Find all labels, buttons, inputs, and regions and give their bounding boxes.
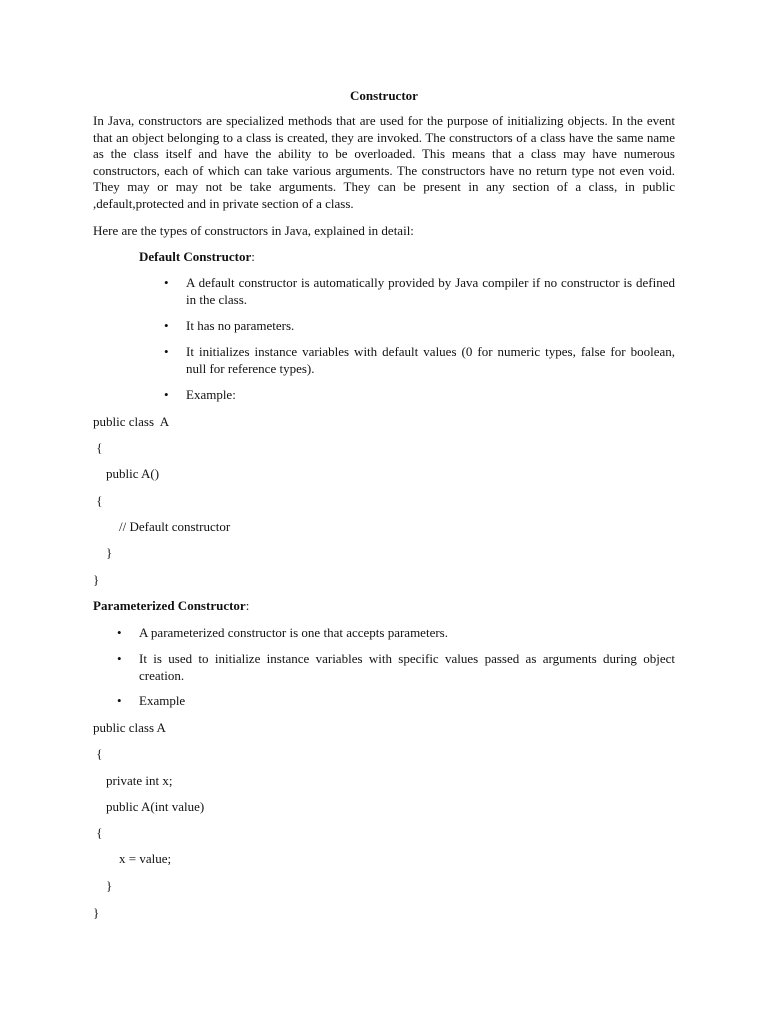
parameterized-code-line-3: private int x; [93, 773, 173, 788]
default-code-line-4: { [93, 493, 103, 508]
default-bullet-2-text: It has no parameters. [186, 318, 295, 333]
default-constructor-heading-text: Default Constructor [139, 249, 252, 264]
default-constructor-heading [139, 249, 255, 266]
default-code-line-7: } [93, 572, 100, 587]
parameterized-code-line-5: { [93, 825, 103, 840]
parameterized-code-line-4: public A(int value) [93, 799, 205, 814]
default-bullet-4 [164, 387, 675, 404]
parameterized-code-line-6: x = value; [93, 851, 172, 866]
bullet-dot: • [164, 344, 169, 359]
default-bullet-2 [164, 318, 675, 335]
default-bullet-1 [164, 275, 675, 308]
default-code-line-2: { [93, 440, 103, 455]
parameterized-bullet-2-text: It is used to initialize instance variables with specific values passed as arguments during object creation. [139, 651, 675, 683]
default-constructor-heading-colon: : [251, 249, 255, 264]
parameterized-constructor-heading-colon: : [245, 598, 250, 613]
default-code-line-1: public class A [93, 414, 170, 429]
parameterized-code-line-7: } [93, 878, 113, 893]
default-bullet-1-text: A default constructor is automatically provided by Java compiler if no constructor is defined in the class. [186, 275, 675, 307]
parameterized-bullet-3 [117, 693, 675, 710]
default-bullet-3 [164, 344, 675, 377]
parameterized-bullet-1 [117, 625, 675, 642]
parameterized-bullet-1-text: A parameterized constructor is one that accepts parameters. [139, 625, 448, 640]
default-code-line-5: // Default constructor [93, 519, 231, 534]
default-code-line-3: public A() [93, 466, 160, 481]
bullet-dot: • [164, 318, 169, 333]
parameterized-code-line-1: public class A [93, 720, 166, 735]
parameterized-bullet-3-text: Example [139, 693, 186, 708]
parameterized-constructor-heading [93, 598, 249, 615]
intro-paragraph: In Java, constructors are specialized methods that are used for the purpose of initializing objects. In the event that an object belonging to a class is created, they are invoked. The constructors of a class have the same name as the class itself and have the ability to be overloaded. This means that a class may have numerous constructors, each of which can take various arguments. The constructors have no return type not even void. They may or may not be take arguments. They can be present in any section of a class, in public ,default,protected and in private section of a class. [93, 113, 675, 211]
bullet-dot: • [117, 693, 122, 708]
default-code-line-6: } [93, 545, 113, 560]
bullet-dot: • [164, 275, 169, 290]
bullet-dot: • [117, 651, 122, 666]
bullet-dot: • [164, 387, 169, 402]
parameterized-constructor-heading-text: Parameterized Constructor [93, 598, 246, 613]
parameterized-bullet-2 [117, 651, 675, 684]
document-title: Constructor [350, 88, 418, 103]
parameterized-code-line-8: } [93, 905, 100, 920]
types-intro-line: Here are the types of constructors in Java, explained in detail: [93, 223, 414, 238]
default-bullet-4-text: Example: [186, 387, 236, 402]
bullet-dot: • [117, 625, 122, 640]
default-bullet-3-text: It initializes instance variables with default values (0 for numeric types, false for boolean, null for reference types). [186, 344, 675, 376]
parameterized-code-line-2: { [93, 746, 103, 761]
